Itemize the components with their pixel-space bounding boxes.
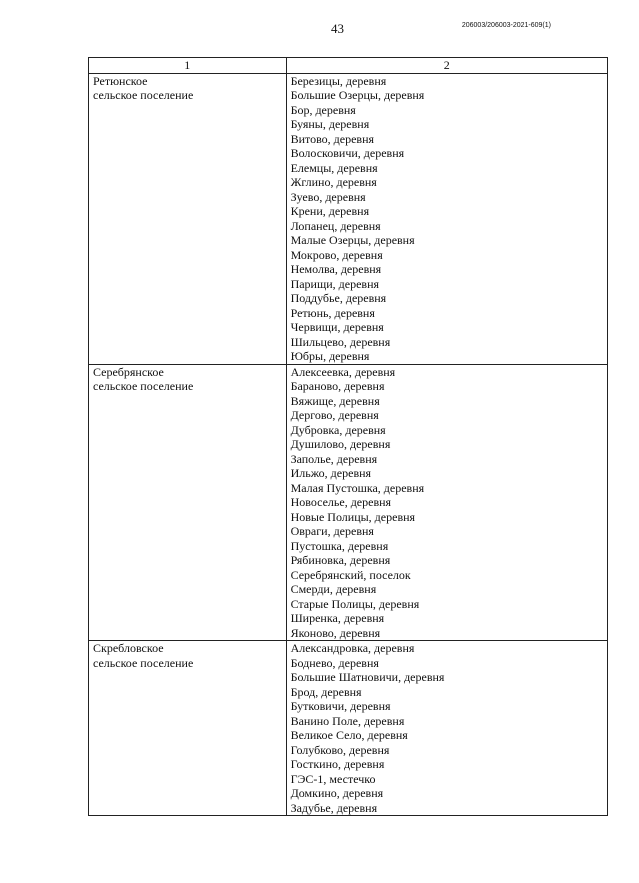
settlement-name: Бор, деревня <box>290 102 356 117</box>
district-name: Ретюнское <box>93 73 148 88</box>
district-name: Серебрянское <box>93 364 164 379</box>
settlements-cell <box>286 641 607 816</box>
settlement-name: Червищи, деревня <box>290 320 384 334</box>
settlement-name: Душилово, деревня <box>290 437 391 451</box>
table-row <box>89 641 608 816</box>
settlement-name: Ширенка, деревня <box>290 611 385 625</box>
settlement-name: Большие Шатновичи, деревня <box>290 670 445 684</box>
settlement-name: Боднево, деревня <box>290 655 379 670</box>
settlement-name: Буяны, деревня <box>290 117 370 131</box>
district-cell <box>89 641 287 816</box>
settlement-name: Овраги, деревня <box>290 524 374 538</box>
settlement-name: Пустошка, деревня <box>290 538 389 553</box>
table-row <box>89 364 608 641</box>
settlement-name: Задубье, деревня <box>290 800 378 815</box>
settlement-name: Немолва, деревня <box>290 262 382 276</box>
settlement-name: Лопанец, деревня <box>290 218 381 233</box>
table-body <box>89 73 608 816</box>
settlement-name: Парищи, деревня <box>290 276 380 291</box>
column-header-2: 2 <box>286 58 607 74</box>
table-header-row <box>89 58 608 74</box>
settlement-name: Ильжо, деревня <box>290 466 372 480</box>
settlement-name: Елемцы, деревня <box>290 160 378 175</box>
settlement-name: Голубково, деревня <box>290 742 390 757</box>
document-id: 206003/206003-2021-609(1) <box>461 22 551 29</box>
settlement-name: Смерди, деревня <box>290 582 377 596</box>
settlements-table <box>88 57 608 816</box>
settlement-name: Крени, деревня <box>290 204 370 218</box>
district-name: сельское поселение <box>93 379 194 393</box>
district-cell <box>89 73 287 364</box>
settlement-name: Волосковичи, деревня <box>290 146 405 160</box>
settlement-name: Александровка, деревня <box>290 641 415 655</box>
settlement-name: Ретюнь, деревня <box>290 305 375 320</box>
settlement-name: Березицы, деревня <box>290 73 387 88</box>
settlement-name: Великое Село, деревня <box>290 728 408 742</box>
settlement-name: Витово, деревня <box>290 131 375 146</box>
settlement-name: Рябиновка, деревня <box>290 553 391 567</box>
settlement-name: Старые Полицы, деревня <box>290 596 420 611</box>
settlement-name: Заполье, деревня <box>290 451 378 466</box>
settlement-name: Вяжище, деревня <box>290 393 380 408</box>
settlements-cell <box>286 364 607 641</box>
settlement-name: Ванино Поле, деревня <box>290 713 405 728</box>
district-name: Скребловское <box>93 641 164 655</box>
settlements-cell <box>286 73 607 364</box>
settlement-name: Дубровка, деревня <box>290 422 386 437</box>
settlement-name: Мокрово, деревня <box>290 247 383 262</box>
column-header-1: 1 <box>89 58 287 74</box>
settlement-name: Зуево, деревня <box>290 189 366 204</box>
settlement-name: Серебрянский, поселок <box>290 567 411 582</box>
settlement-name: Шильцево, деревня <box>290 334 391 349</box>
settlement-name: Новоселье, деревня <box>290 495 392 509</box>
district-cell <box>89 364 287 641</box>
page-number: 43 <box>331 21 344 36</box>
settlement-name: Яконово, деревня <box>290 625 381 640</box>
settlement-name: Дергово, деревня <box>290 408 379 422</box>
district-name: сельское поселение <box>93 88 194 102</box>
settlement-name: Новые Полицы, деревня <box>290 509 416 524</box>
table-row <box>89 73 608 364</box>
settlement-name: Домкино, деревня <box>290 786 384 800</box>
district-name: сельское поселение <box>93 655 194 670</box>
settlement-name: Брод, деревня <box>290 684 362 699</box>
settlement-name: Бараново, деревня <box>290 379 385 393</box>
settlement-name: Малые Озерцы, деревня <box>290 233 415 247</box>
settlement-name: Юбры, деревня <box>290 349 370 363</box>
settlement-name: ГЭС-1, местечко <box>290 771 376 786</box>
settlement-name: Алексеевка, деревня <box>290 364 396 379</box>
settlement-name: Малая Пустошка, деревня <box>290 480 425 495</box>
settlement-name: Поддубье, деревня <box>290 291 387 305</box>
settlement-name: Госткино, деревня <box>290 757 385 771</box>
settlement-name: Жглино, деревня <box>290 175 377 189</box>
settlement-name: Большие Озерцы, деревня <box>290 88 425 102</box>
settlement-name: Бутковичи, деревня <box>290 699 391 713</box>
